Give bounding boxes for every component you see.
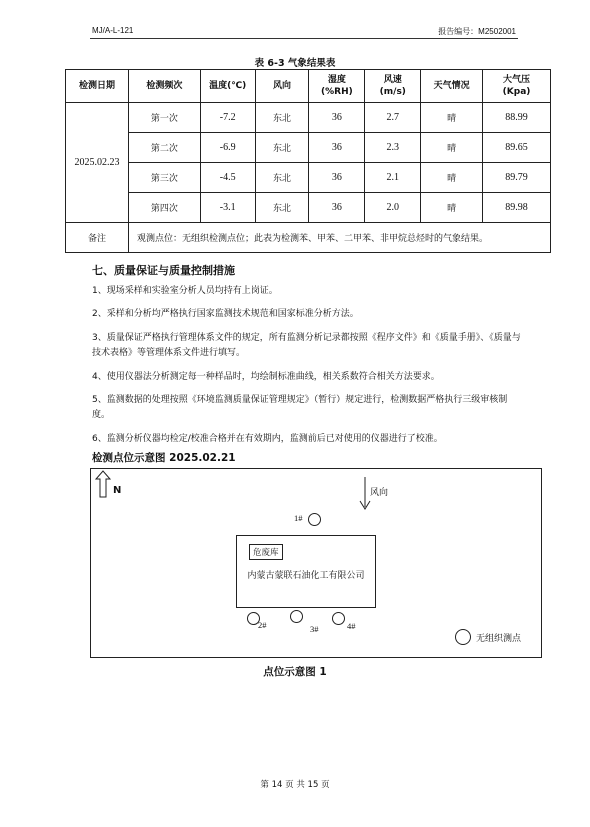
humidity-cell: 36 [309,133,365,163]
doc-code: MJ/A-L-121 [92,26,134,35]
weather-table [65,69,551,253]
legend-label: 无组织测点 [476,634,522,644]
table-row [66,193,551,223]
freq-cell: 第一次 [128,103,200,133]
wind-cell: 2.3 [365,133,421,163]
sampling-point-1 [308,513,321,526]
plant-area [236,535,376,608]
pressure-cell: 88.99 [483,103,551,133]
temp-cell: -3.1 [200,193,255,223]
col-header-wind-speed: 风速 (m/s) [365,70,421,103]
qa-item-5: 5、监测数据的处理按照《环境监测质量保证管理规定》（暂行）规定进行，检测数据严格执行三级审核制度。 [92,395,508,420]
dir-cell: 东北 [255,163,309,193]
table-caption: 表 6-3 气象结果表 [254,58,336,69]
col-header-pressure: 大气压 (Kpa) [483,70,551,103]
temp-cell: -7.2 [200,103,255,133]
temp-cell: -6.9 [200,133,255,163]
col-header-humidity: 湿度 (%RH) [309,70,365,103]
point-label-2: 2# [258,620,267,630]
qa-item-3: 3、质量保证严格执行管理体系文件的规定，所有监测分析记录都按照《程序文件》和《质量手册》、《质量与技术表格》等管理体系文件进行填写。 [92,333,521,358]
humidity-cell: 36 [309,103,365,133]
weather-cell: 晴 [421,103,483,133]
figure-caption: 点位示意图 1 [263,666,327,678]
temp-cell: -4.5 [200,163,255,193]
dir-cell: 东北 [255,133,309,163]
company-name: 内蒙古蒙联石油化工有限公司 [247,571,365,581]
hazardous-warehouse-label: 危废库 [249,544,283,560]
table-row [66,133,551,163]
page-footer: 第 14 页 共 15 页 [260,780,330,790]
col-header-wind-direction: 风向 [255,70,309,103]
wind-arrow-icon [360,477,370,509]
header-divider [90,38,518,39]
col-header-frequency: 检测频次 [128,70,200,103]
table-row [66,163,551,193]
section-title: 七、质量保证与质量控制措施 [92,264,235,277]
sampling-point-4 [332,612,345,625]
freq-cell: 第四次 [128,193,200,223]
table-row [66,103,551,133]
qa-item-4: 4、使用仪器法分析测定每一种样品时，均绘制标准曲线，相关系数符合相关方法要求。 [92,372,440,382]
wind-cell: 2.7 [365,103,421,133]
qa-item-2: 2、采样和分析均严格执行国家监测技术规范和国家标准分析方法。 [92,309,359,319]
weather-cell: 晴 [421,133,483,163]
humidity-cell: 36 [309,163,365,193]
remark-text: 观测点位：无组织检测点位；此表为检测苯、甲苯、二甲苯、非甲烷总烃时的气象结果。 [128,223,550,253]
pressure-cell: 89.98 [483,193,551,223]
qa-item-1: 1、现场采样和实验室分析人员均持有上岗证。 [92,286,278,296]
date-cell: 2025.02.23 [66,103,129,223]
point-label-4: 4# [347,621,356,631]
humidity-cell: 36 [309,193,365,223]
weather-cell: 晴 [421,163,483,193]
qa-item-6: 6、监测分析仪器均检定/校准合格并在有效期内，监测前后已对使用的仪器进行了校准。 [92,434,443,444]
remark-label: 备注 [66,223,129,253]
wind-cell: 2.1 [365,163,421,193]
col-header-date: 检测日期 [66,70,129,103]
freq-cell: 第三次 [128,163,200,193]
col-header-temperature: 温度(℃) [200,70,255,103]
sampling-point-3 [290,610,303,623]
report-number: 报告编号：M2502001 [438,27,516,36]
point-label-1: 1# [294,513,303,523]
wind-label: 风向 [370,488,389,498]
legend-circle-icon [455,629,471,645]
freq-cell: 第二次 [128,133,200,163]
north-arrow-icon [96,471,110,497]
north-label: N [113,485,122,496]
dir-cell: 东北 [255,103,309,133]
weather-cell: 晴 [421,193,483,223]
remark-row [66,223,551,253]
pressure-cell: 89.65 [483,133,551,163]
point-label-3: 3# [310,624,319,634]
map-title: 检测点位示意图 2025.02.21 [92,452,236,464]
wind-cell: 2.0 [365,193,421,223]
table-header-row [66,70,551,103]
dir-cell: 东北 [255,193,309,223]
col-header-weather: 天气情况 [421,70,483,103]
pressure-cell: 89.79 [483,163,551,193]
site-map [90,468,542,658]
